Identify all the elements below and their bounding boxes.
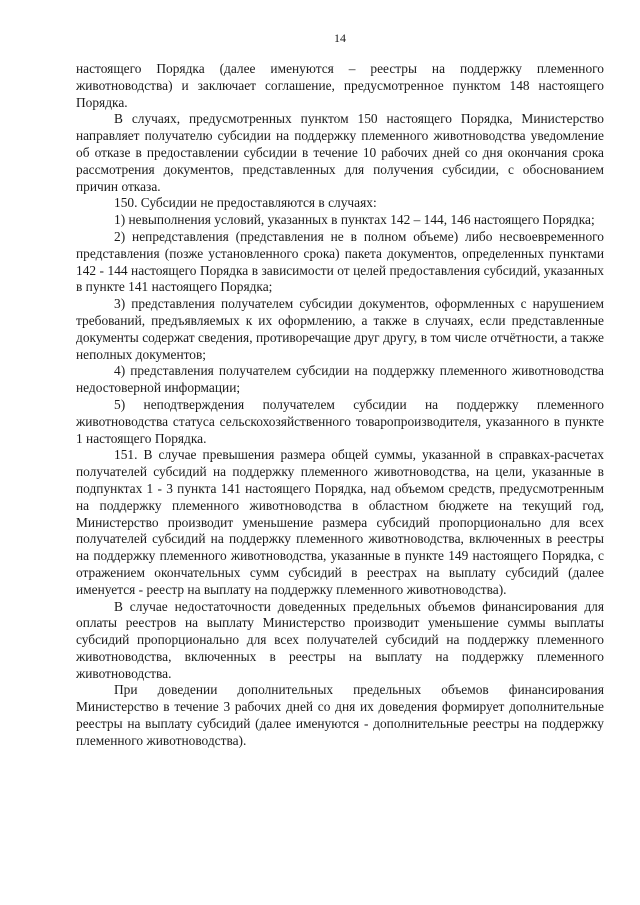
list-item-150-5: 5) неподтверждения получателем субсидии на поддержку племенного животноводства статуса сельскохозяйственного товаропроизводителя, указанного в пункте 1 настоящего Порядка. [76, 396, 604, 446]
list-item-150-3: 3) представления получателем субсидии документов, оформленных с нарушением требований, предъявляемых к их оформлению, а также в случаях, если представленные документы содержат сведения, противоречащие друг другу, в том числе отчётности, а также неполных документов; [76, 296, 604, 362]
paragraph-funding-shortage: В случае недостаточности доведенных предельных объемов финансирования для оплаты реестров на выплату Министерство производит уменьшение суммы выплаты субсидий пропорционально для всех получателей субсидий на поддержку племенного животноводства, включенных в реестры на выплату на поддержку племенного животноводства. [76, 598, 604, 681]
page-number: 14 [334, 31, 346, 45]
document-page [76, 0, 604, 905]
paragraph-clause-150: 150. Субсидии не предоставляются в случаях: [114, 195, 377, 211]
list-item-150-1: 1) невыполнения условий, указанных в пунктах 142 – 144, 146 настоящего Порядка; [114, 212, 595, 228]
paragraph-additional-registers: При доведении дополнительных предельных объемов финансирования Министерство в течение 3 рабочих дней со дня их доведения формирует дополнительные реестры на выплату субсидий (далее именуются - дополнительные реестры на поддержку племенного животноводства). [76, 682, 604, 748]
paragraph-clause-151: 151. В случае превышения размера общей суммы, указанной в справках-расчетах получателей субсидий на поддержку племенного животноводства, на цели, указанные в подпунктах 1 - 3 пункта 141 настоящего Порядка, над объемом средств, предусмотренным на поддержку племенного животноводства в областном бюджете на текущий год, Министерство производит уменьшение размера субсидий пропорционально для всех получателей субсидий на поддержку племенного животноводства, включенных в реестры на поддержку племенного животноводства, указанные в пункте 149 настоящего Порядка, с отражением окончательных сумм субсидий в реестрах на выплату субсидий (далее именуется - реестр на выплату на поддержку племенного животноводства). [76, 447, 604, 597]
list-item-150-2: 2) непредставления (представления не в полном объеме) либо несвоевременного представления (позже установленного срока) пакета документов, определенных пунктами 142 - 144 настоящего Порядка в зависимости от целей предоставления субсидий, указанных в пункте 141 настоящего Порядка; [76, 228, 604, 295]
list-item-150-4: 4) представления получателем субсидии на поддержку племенного животноводства недостоверной информации; [76, 363, 604, 396]
paragraph-refusal-notice: В случаях, предусмотренных пунктом 150 настоящего Порядка, Министерство направляет получателю субсидии на поддержку племенного животноводства уведомление об отказе в предоставлении субсидии в течение 10 рабочих дней со дня окончания срока рассмотрения документов, представленных для получения субсидии, с обоснованием причин отказа. [76, 111, 604, 194]
document-body [76, 61, 604, 750]
paragraph-continuation: настоящего Порядка (далее именуются – реестры на поддержку племенного животноводства) и заключает соглашение, предусмотренное пунктом 148 настоящего Порядка. [76, 61, 604, 110]
